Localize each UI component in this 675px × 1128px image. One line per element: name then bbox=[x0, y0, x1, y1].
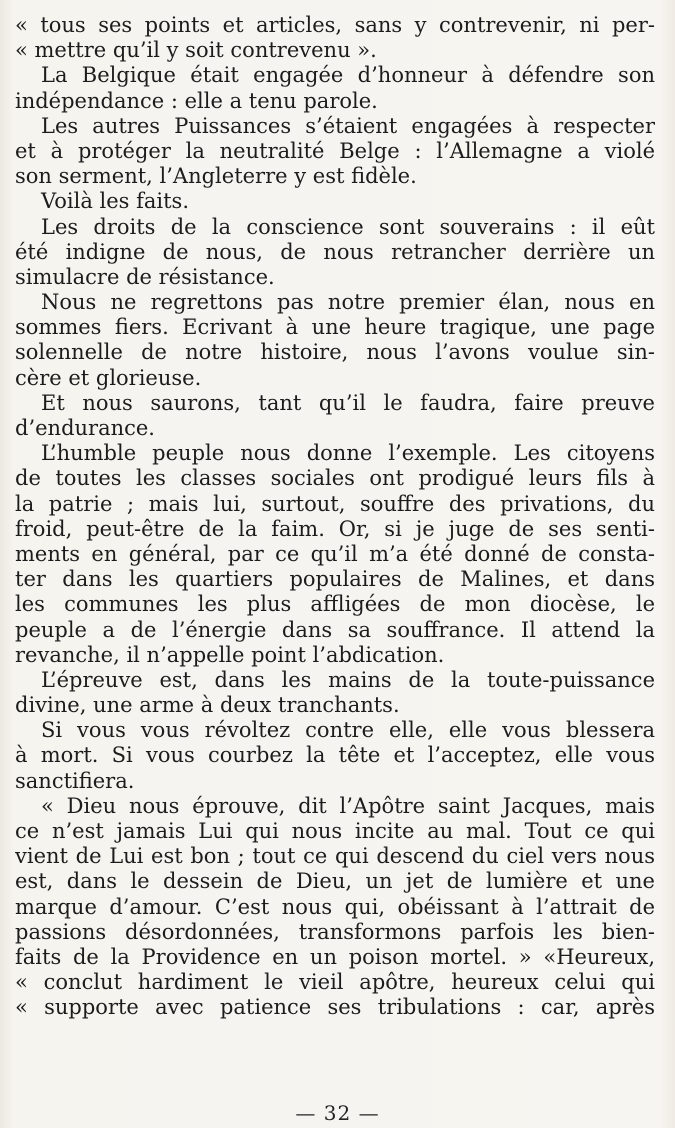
text-line: L’épreuve est, dans les mains de la toute-puissance bbox=[41, 667, 655, 692]
text-line: ments en général, par ce qu’il m’a été donné de consta- bbox=[15, 541, 655, 566]
text-line: « tous ses points et articles, sans y contrevenir, ni per- bbox=[15, 13, 655, 37]
text-line: L’humble peuple nous donne l’exemple. Les citoyens bbox=[41, 441, 655, 466]
text-line: Et nous saurons, tant qu’il le faudra, faire preuve bbox=[41, 390, 655, 415]
text-line: la patrie ; mais lui, surtout, souffre des privations, du bbox=[15, 491, 655, 516]
text-line: peuple a de l’énergie dans sa souffrance. Il attend la bbox=[15, 617, 655, 642]
page-number: — 32 — bbox=[295, 1101, 380, 1125]
text-line: passions désordonnées, transformons parfois les bien- bbox=[15, 919, 655, 944]
text-line: « conclut hardiment le vieil apôtre, heureux celui qui bbox=[15, 970, 655, 995]
text-line: été indigne de nous, de nous retrancher derrière un bbox=[15, 239, 655, 264]
text-line: La Belgique était engagée d’honneur à défendre son bbox=[41, 63, 655, 88]
text-line: cère et glorieuse. bbox=[15, 365, 202, 390]
text-line: revanche, il n’appelle point l’abdication. bbox=[15, 642, 445, 667]
text-line: sanctifiera. bbox=[15, 768, 135, 793]
text-line: divine, une arme à deux tranchants. bbox=[15, 693, 400, 718]
text-line: et à protéger la neutralité Belge : l’Allemagne a violé bbox=[15, 138, 655, 163]
text-line: son serment, l’Angleterre y est fidèle. bbox=[15, 164, 417, 189]
text-line: de toutes les classes sociales ont prodigué leurs fils à bbox=[15, 466, 655, 491]
text-line: Voilà les faits. bbox=[41, 189, 190, 214]
text-line: indépendance : elle a tenu parole. bbox=[15, 88, 378, 113]
text-line: ter dans les quartiers populaires de Malines, et dans bbox=[15, 567, 655, 592]
text-line: solennelle de notre histoire, nous l’avons voulue sin- bbox=[15, 340, 655, 365]
text-line: à mort. Si vous courbez la tête et l’acceptez, elle vous bbox=[15, 743, 655, 768]
text-line: Nous ne regrettons pas notre premier élan, nous en bbox=[41, 290, 655, 315]
text-line: faits de la Providence en un poison mortel. » «Heureux, bbox=[15, 944, 655, 969]
text-line: « Dieu nous éprouve, dit l’Apôtre saint Jacques, mais bbox=[41, 793, 655, 818]
text-line: « supporte avec patience ses tribulations : car, après bbox=[15, 995, 655, 1020]
text-line: simulacre de résistance. bbox=[15, 264, 275, 289]
text-line: Si vous vous révoltez contre elle, elle vous blessera bbox=[41, 718, 655, 743]
text-line: sommes fiers. Ecrivant à une heure tragique, une page bbox=[15, 315, 655, 340]
text-line: ce n’est jamais Lui qui nous incite au mal. Tout ce qui bbox=[15, 819, 655, 843]
text-line: Les droits de la conscience sont souverains : il eût bbox=[41, 214, 655, 239]
text-line: est, dans le dessein de Dieu, un jet de lumière et une bbox=[15, 869, 655, 894]
text-line: marque d’amour. C’est nous qui, obéissant à l’attrait de bbox=[15, 894, 655, 919]
text-line: « mettre qu’il y soit contrevenu ». bbox=[15, 38, 377, 63]
text-line: Les autres Puissances s’étaient engagées à respecter bbox=[41, 113, 655, 138]
body-text bbox=[15, 13, 655, 1021]
text-line: vient de Lui est bon ; tout ce qui descend du ciel vers nous bbox=[15, 844, 655, 869]
text-line: froid, peut-être de la faim. Or, si je juge de ses senti- bbox=[15, 516, 655, 541]
text-line: d’endurance. bbox=[15, 416, 155, 440]
text-line: les communes les plus affligées de mon diocèse, le bbox=[15, 592, 655, 617]
